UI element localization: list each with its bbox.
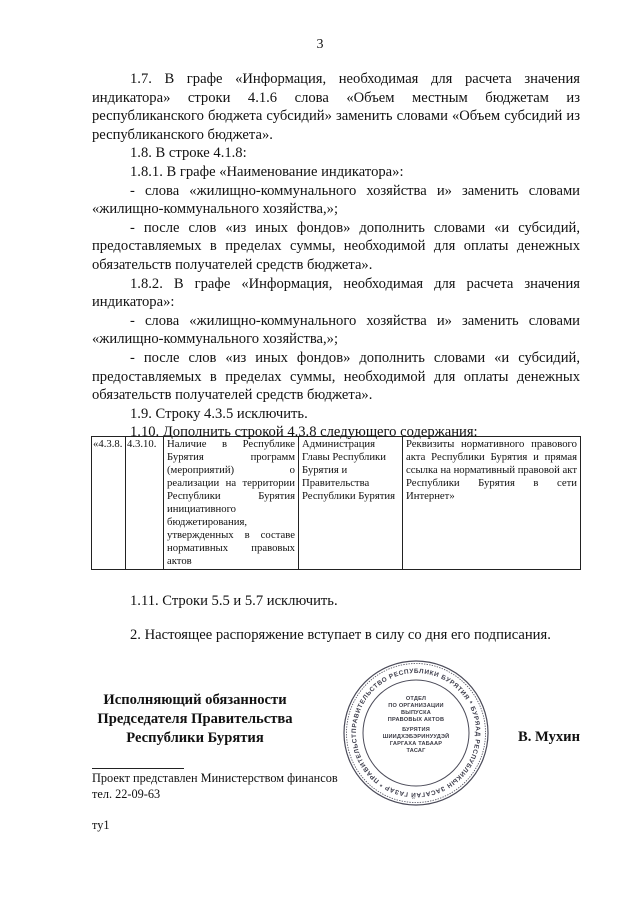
paragraph-1-10: 1.10. Дополнить строкой 4.3.8 следующего содержания: <box>130 424 478 441</box>
paragraph-1-8-2: 1.8.2. В графе «Информация, необходимая для расчета значения индикатора»: <box>92 275 580 311</box>
table-cell-number: «4.3.8. <box>92 437 126 570</box>
seal-text-line: ВЫПУСКА <box>401 710 431 716</box>
signatory-position <box>80 691 310 748</box>
official-seal <box>340 657 492 809</box>
seal-ring-text-path: ПРАВИТЕЛЬСТВО РЕСПУБЛИКИ БУРЯТИЯ * БУРЯАД РЕСПУБЛИКЫН ЗАСАГАЙ ГАЗАР * ПРАВИТЕЛЬСТ <box>350 667 482 799</box>
seal-text-line: ШИИДХЭБЭРИНУУДЭЙ <box>382 734 450 740</box>
paragraph-1-8-1: 1.8.1. В графе «Наименование индикатора»: <box>130 163 404 180</box>
table-cell-indicator: Наличие в Республике Бурятия программ (мероприятий) о реализации на территории Республики Бурятия инициативного бюджетирования, утвержденных в составе нормативных правовых актов <box>164 437 299 570</box>
footnote-line: тел. 22-09-63 <box>92 786 161 801</box>
seal-text-line: БУРЯТИЯ <box>402 727 430 733</box>
table-cell-responsible: Администрация Главы Республики Бурятия и Правительства Республики Бурятия <box>299 437 403 570</box>
signatory-position-line: Председателя Правительства <box>97 711 293 727</box>
after-table-block <box>92 592 580 611</box>
table-row <box>92 437 581 570</box>
paragraph-1-9: 1.9. Строку 4.3.5 исключить. <box>130 405 308 422</box>
seal-text-line: ГАРГАХА ТАБААР <box>389 741 443 747</box>
final-block <box>92 626 580 645</box>
seal-text-line: ПО ОРГАНИЗАЦИИ <box>388 703 444 709</box>
table-cell-ref: 4.3.10. <box>126 437 164 570</box>
body-text <box>92 70 580 442</box>
signatory-position-line: Республики Бурятия <box>126 730 264 746</box>
footnote-line: Проект представлен Министерством финансов <box>92 771 338 785</box>
paragraph-1-8-1-a: - слова «жилищно-коммунального хозяйства и» заменить словами «жилищно-коммунального хозяйства,»; <box>92 182 580 218</box>
footnote <box>92 771 338 802</box>
paragraph-1-7: 1.7. В графе «Информация, необходимая для расчета значения индикатора» строки 4.1.6 слова «Объем местным бюджетам из республиканского бюджета субсидий» заменить словами «Объем субсидий из республиканского бюджета». <box>92 71 580 143</box>
paragraph-1-8-2-a: - слова «жилищно-коммунального хозяйства и» заменить словами «жилищно-коммунального хозяйства,»; <box>92 312 580 348</box>
table-cell-information: Реквизиты нормативного правового акта Республики Бурятия и прямая ссылка на нормативный правовой акт Республики Бурятия в сети Интернет» <box>403 437 581 570</box>
seal-text-line: ПРАВОВЫХ АКТОВ <box>387 717 445 723</box>
indicator-table <box>91 436 581 570</box>
paragraph-1-8-1-b: - после слов «из иных фондов» дополнить словами «и субсидий, предоставляемых в пределах суммы, необходимой для оплаты денежных обязательств получателей средств бюджета». <box>92 219 580 273</box>
seal-text-line: ТАСАГ <box>406 748 426 754</box>
executor-initials: ту1 <box>92 818 110 832</box>
signatory-name: В. Мухин <box>517 729 580 745</box>
paragraph-1-8: 1.8. В строке 4.1.8: <box>130 145 247 162</box>
paragraph-1-11: 1.11. Строки 5.5 и 5.7 исключить. <box>130 593 338 609</box>
paragraph-1-8-2-b: - после слов «из иных фондов» дополнить словами «и субсидий, предоставляемых в пределах суммы, необходимой для оплаты денежных обязательств получателей средств бюджета». <box>92 349 580 404</box>
paragraph-2: 2. Настоящее распоряжение вступает в силу со дня его подписания. <box>130 627 551 643</box>
signatory-position-line: Исполняющий обязанности <box>103 692 287 708</box>
seal-text-line: ОТДЕЛ <box>405 696 427 702</box>
footnote-divider <box>92 768 184 769</box>
page-number: 3 <box>316 37 324 52</box>
